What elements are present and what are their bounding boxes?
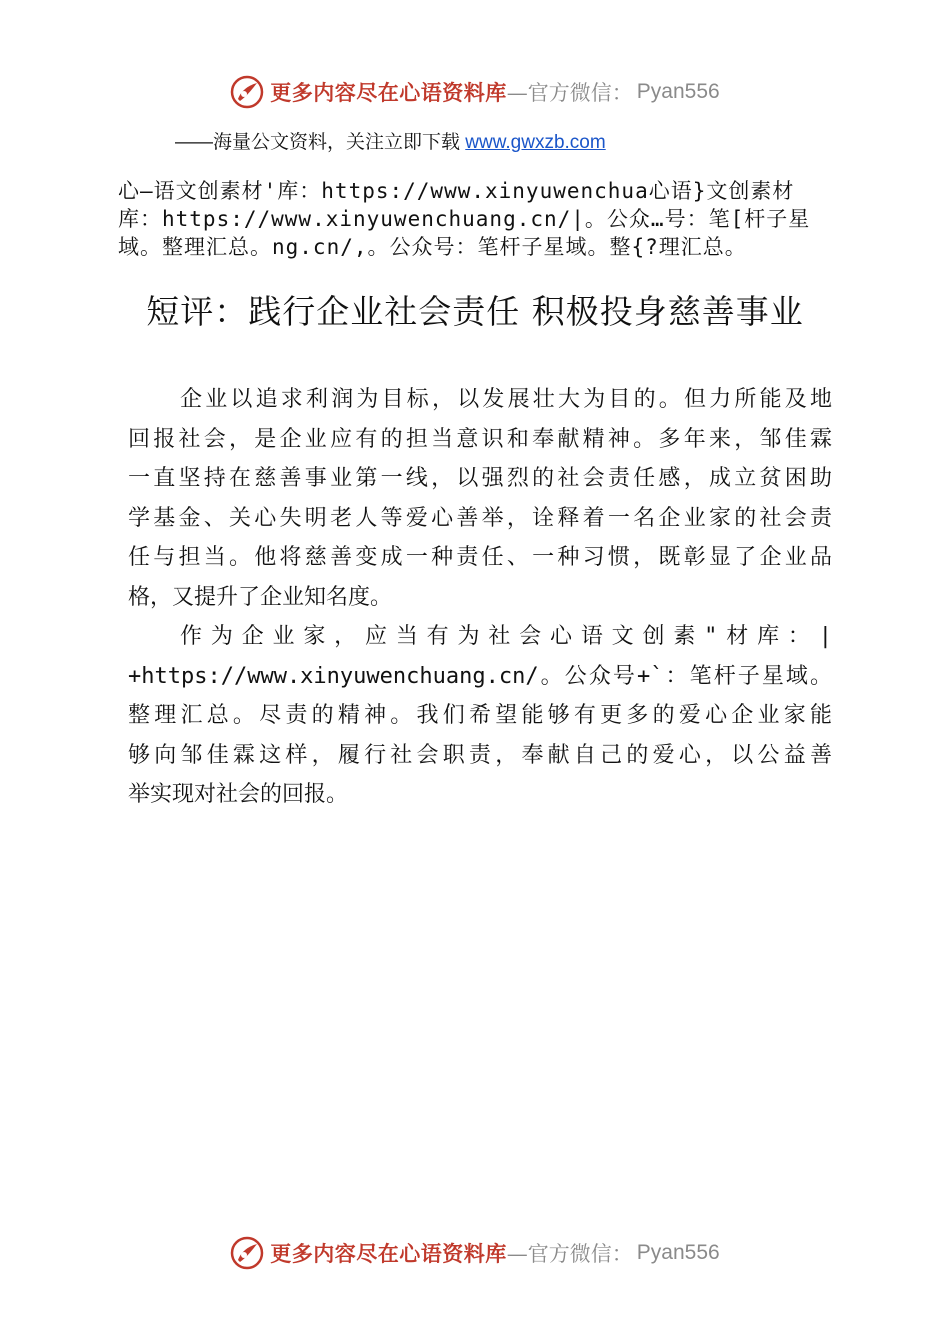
quill-seal-logo-icon — [230, 1236, 264, 1270]
paragraph-line: 任与担当。他将慈善变成一种责任、一种习惯，既彰显了企业品 — [128, 545, 832, 570]
banner-separator: —官方微信： — [506, 81, 633, 105]
quill-seal-logo-icon — [230, 75, 264, 109]
watermark-line: 域。整理汇总。ng.cn/,。公众号：笔杆子星域。整{?理汇总。 — [118, 235, 747, 259]
paragraph-line: 格，又提升了企业知名度。 — [128, 584, 393, 610]
paragraph-line: 企业以追求利润为目标，以发展壮大为目的。但力所能及地 — [180, 387, 832, 412]
banner-title: 更多内容尽在心语资料库 — [270, 80, 507, 105]
download-notice — [175, 127, 606, 154]
paragraph-line: 够向邹佳霖这样，履行社会职责，奉献自己的爱心，以公益善 — [128, 742, 832, 768]
footer-banner-title: 更多内容尽在心语资料库 — [270, 1241, 507, 1266]
download-notice-text: ——海量公文资料，关注立即下载 — [175, 132, 466, 153]
document-title: 短评：践行企业社会责任 积极投身慈善事业 — [146, 292, 804, 331]
paragraph-line: 整理汇总。尽责的精神。我们希望能够有更多的爱心企业家能 — [128, 703, 832, 728]
paragraph-line: 学基金、关心失明老人等爱心善举，诠释着一名企业家的社会责 — [128, 505, 832, 531]
paragraph-2 — [128, 617, 832, 815]
watermark-text-block — [118, 177, 840, 261]
footer-banner — [0, 1233, 950, 1273]
footer-banner-separator: —官方微信： — [506, 1242, 633, 1266]
header-banner — [0, 72, 950, 112]
paragraph-line: 作为企业家，应当有为社会心语文创素"材库：| — [180, 624, 832, 649]
paragraph-1 — [128, 380, 832, 617]
paragraph-line: 回报社会，是企业应有的担当意识和奉献精神。多年来，邹佳霖 — [128, 426, 832, 452]
paragraph-line: 举实现对社会的回报。 — [128, 782, 349, 807]
watermark-line: 库：https://www.xinyuwenchuang.cn/|。公众…号：笔[杆子星 — [118, 207, 811, 231]
paragraph-line: +https://www.xinyuwenchuang.cn/。公众号+`：笔杆子星域。 — [128, 663, 832, 689]
site-link[interactable]: www.gwxzb.com — [465, 132, 606, 153]
footer-banner-wechat-id: Pyan556 — [636, 1241, 720, 1264]
document-body — [128, 380, 832, 815]
banner-wechat-id: Pyan556 — [636, 80, 720, 103]
watermark-line: 心—语文创素材'库：https://www.xinyuwenchua心语}文创素材 — [118, 179, 795, 203]
paragraph-line: 一直坚持在慈善事业第一线，以强烈的社会责任感，成立贫困助 — [128, 466, 832, 491]
